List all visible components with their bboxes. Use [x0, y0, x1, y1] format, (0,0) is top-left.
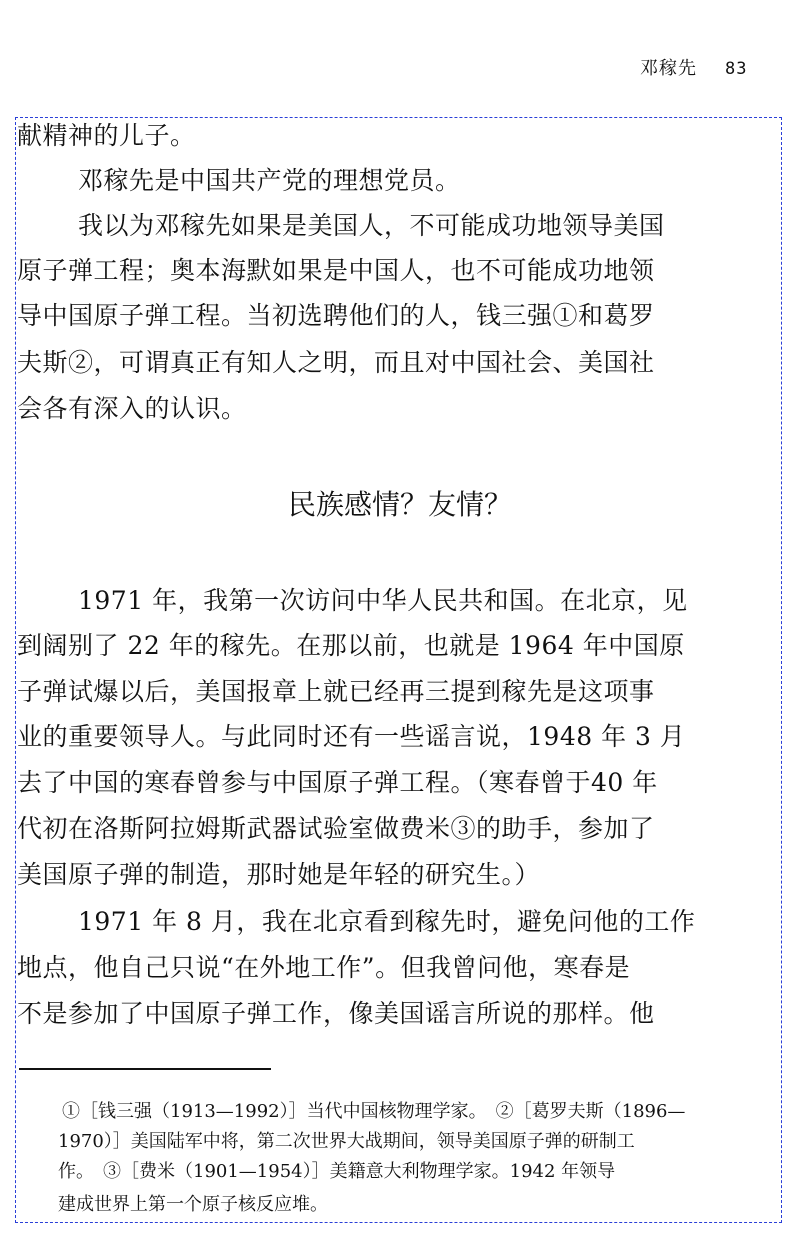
footnote-line: 作。 ③［费米（1901—1954）］美籍意大利物理学家。1942 年领导 — [58, 1161, 616, 1182]
running-header — [640, 54, 747, 80]
paragraph-line: 业的重要领导人。与此同时还有一些谣言说，1948 年 3 月 — [17, 722, 686, 751]
paragraph-line: 到阔别了 22 年的稼先。在那以前，也就是 1964 年中国原 — [17, 631, 685, 660]
paragraph-line: 不是参加了中国原子弹工作，像美国谣言所说的那样。他 — [17, 999, 655, 1028]
paragraph-line: 1971 年 8 月，我在北京看到稼先时，避免问他的工作 — [78, 907, 696, 936]
paragraph-line: 去了中国的寒春曾参与中国原子弹工程。（寒春曾于40 年 — [17, 768, 658, 797]
paragraph-line: 美国原子弹的制造，那时她是年轻的研究生。） — [17, 860, 541, 889]
paragraph-line: 子弹试爆以后，美国报章上就已经再三提到稼先是这项事 — [17, 677, 655, 706]
footnote-line: 1970）］美国陆军中将，第二次世界大战期间，领导美国原子弹的研制工 — [58, 1131, 635, 1152]
footnote-divider — [19, 1068, 271, 1070]
paragraph-line: 邓稼先是中国共产党的理想党员。 — [78, 166, 461, 195]
paragraph-line: 1971 年，我第一次访问中华人民共和国。在北京，见 — [78, 586, 688, 615]
paragraph-line: 夫斯②，可谓真正有知人之明，而且对中国社会、美国社 — [17, 348, 655, 377]
footnote-line: ①［钱三强（1913—1992）］当代中国核物理学家。 ②［葛罗夫斯（1896— — [62, 1101, 686, 1122]
paragraph-line: 代初在洛斯阿拉姆斯武器试验室做费米③的助手，参加了 — [17, 814, 655, 843]
paragraph-line: 原子弹工程；奥本海默如果是中国人，也不可能成功地领 — [17, 256, 655, 285]
paragraph-line: 导中国原子弹工程。当初选聘他们的人，钱三强①和葛罗 — [17, 301, 655, 330]
paragraph-line: 地点，他自己只说“在外地工作”。但我曾问他，寒春是 — [17, 953, 631, 982]
running-head-title: 邓稼先 — [640, 58, 697, 79]
section-heading: 民族感情？友情？ — [287, 488, 512, 521]
paragraph-line: 献精神的儿子。 — [17, 121, 196, 150]
paragraph-line: 我以为邓稼先如果是美国人，不可能成功地领导美国 — [78, 211, 665, 240]
footnote-line: 建成世界上第一个原子核反应堆。 — [58, 1194, 328, 1215]
page-number: 83 — [725, 59, 748, 79]
paragraph-line: 会各有深入的认识。 — [17, 394, 247, 423]
